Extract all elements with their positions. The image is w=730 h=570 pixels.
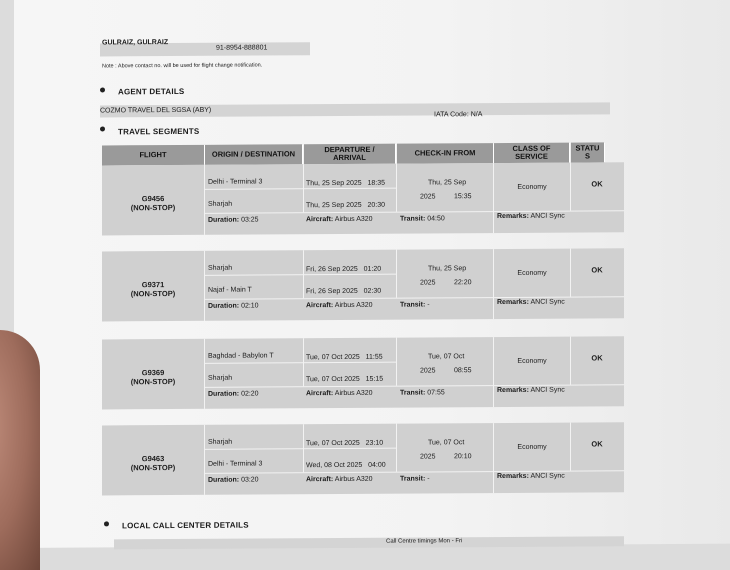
transit-value: - bbox=[427, 475, 430, 483]
transit-value: - bbox=[427, 301, 430, 309]
departure: Thu, 25 Sep 2025 18:35 bbox=[306, 179, 386, 188]
origin: Sharjah bbox=[208, 438, 233, 446]
class-of-service: Economy bbox=[517, 269, 547, 277]
flight-stop-type: (NON-STOP) bbox=[130, 463, 176, 473]
remarks bbox=[497, 299, 565, 306]
remarks-value: ANCI Sync bbox=[530, 472, 565, 480]
duration-value: 02:20 bbox=[241, 390, 259, 398]
col-flight: FLIGHT bbox=[102, 145, 205, 166]
flight-number: G9369 bbox=[141, 368, 165, 378]
checkin-year: 2025 bbox=[420, 279, 436, 287]
finger-overlay bbox=[0, 330, 40, 570]
aircraft bbox=[306, 390, 373, 397]
departure: Fri, 26 Sep 2025 01:20 bbox=[306, 265, 382, 274]
arrival: Fri, 26 Sep 2025 02:30 bbox=[306, 287, 382, 296]
call-center-section-title: LOCAL CALL CENTER DETAILS bbox=[122, 520, 249, 531]
duration bbox=[208, 303, 259, 310]
document-page bbox=[14, 0, 730, 548]
aircraft bbox=[306, 302, 373, 309]
remarks bbox=[497, 213, 565, 220]
destination: Sharjah bbox=[208, 200, 233, 208]
checkin-time: 22:20 bbox=[454, 279, 472, 287]
bullet-icon bbox=[100, 126, 105, 131]
flight-number: G9456 bbox=[141, 194, 165, 204]
remarks bbox=[497, 473, 565, 480]
remarks-label: Remarks: bbox=[497, 298, 529, 307]
checkin-time: 20:10 bbox=[454, 453, 472, 461]
departure: Tue, 07 Oct 2025 11:55 bbox=[306, 353, 383, 362]
bullet-icon bbox=[104, 521, 109, 526]
origin: Baghdad - Babylon T bbox=[208, 352, 274, 360]
column-divider bbox=[396, 424, 397, 472]
flight-stop-type: (NON-STOP) bbox=[130, 377, 176, 387]
aircraft-value: Airbus A320 bbox=[334, 389, 373, 398]
class-of-service: Economy bbox=[517, 357, 547, 365]
col-departure-arrival: DEPARTURE / ARRIVAL bbox=[304, 144, 396, 165]
aircraft bbox=[306, 476, 373, 483]
checkin-date: Thu, 25 Sep bbox=[428, 265, 467, 273]
agent-name: COZMO TRAVEL DEL SGSA (ABY) bbox=[100, 106, 212, 115]
checkin-year: 2025 bbox=[420, 367, 436, 375]
column-divider bbox=[204, 251, 205, 321]
aircraft-label: Aircraft: bbox=[306, 476, 334, 484]
bullet-icon bbox=[100, 87, 105, 92]
class-of-service: Economy bbox=[517, 443, 547, 451]
col-status: STATUS bbox=[571, 142, 605, 162]
call-center-timings: Call Centre timings Mon - Fri bbox=[386, 538, 463, 545]
call-center-band bbox=[114, 536, 624, 549]
column-divider bbox=[396, 164, 397, 212]
flight-number: G9371 bbox=[141, 280, 165, 290]
remarks-value: ANCI Sync bbox=[530, 298, 565, 306]
flight-stop-type: (NON-STOP) bbox=[130, 203, 176, 213]
column-divider bbox=[396, 250, 397, 298]
aircraft-label: Aircraft: bbox=[306, 390, 334, 398]
remarks-value: ANCI Sync bbox=[530, 212, 565, 220]
flight-stop-type: (NON-STOP) bbox=[130, 289, 176, 299]
column-divider bbox=[493, 423, 494, 493]
column-divider bbox=[396, 338, 397, 386]
origin: Delhi - Terminal 3 bbox=[208, 178, 263, 186]
class-of-service: Economy bbox=[517, 183, 547, 191]
remarks-label: Remarks: bbox=[497, 472, 529, 481]
column-divider bbox=[204, 425, 205, 495]
aircraft-label: Aircraft: bbox=[306, 216, 334, 224]
arrival: Thu, 25 Sep 2025 20:30 bbox=[306, 201, 386, 210]
remarks-label: Remarks: bbox=[497, 386, 529, 395]
transit-label: Transit: bbox=[400, 475, 426, 483]
duration-label: Duration: bbox=[208, 216, 240, 224]
duration bbox=[208, 477, 259, 484]
duration-label: Duration: bbox=[208, 390, 240, 398]
contact-note: Note : Above contact no. will be used for flight change notification. bbox=[102, 62, 263, 70]
aircraft-value: Airbus A320 bbox=[334, 301, 373, 310]
transit-value: 04:50 bbox=[427, 215, 445, 223]
remarks-value: ANCI Sync bbox=[530, 386, 565, 394]
duration-label: Duration: bbox=[208, 302, 240, 310]
column-divider bbox=[493, 163, 494, 233]
transit bbox=[400, 475, 430, 482]
aircraft-value: Airbus A320 bbox=[334, 215, 373, 224]
column-divider bbox=[204, 339, 205, 409]
destination: Sharjah bbox=[208, 374, 233, 382]
agent-section-title: AGENT DETAILS bbox=[118, 86, 185, 97]
transit-label: Transit: bbox=[400, 215, 426, 223]
duration-value: 03:20 bbox=[241, 476, 259, 484]
iata-value: N/A bbox=[470, 111, 483, 119]
destination: Delhi - Terminal 3 bbox=[208, 460, 263, 468]
arrival: Tue, 07 Oct 2025 15:15 bbox=[306, 375, 384, 384]
transit bbox=[400, 389, 445, 396]
remarks-label: Remarks: bbox=[497, 212, 529, 221]
transit-value: 07:55 bbox=[427, 389, 445, 397]
transit-label: Transit: bbox=[400, 389, 426, 397]
checkin-time: 08:55 bbox=[454, 367, 472, 375]
column-divider bbox=[493, 249, 494, 319]
status-badge: OK bbox=[591, 265, 603, 275]
col-origin-destination: ORIGIN / DESTINATION bbox=[205, 144, 303, 165]
checkin-year: 2025 bbox=[420, 193, 436, 201]
col-class: CLASS OF SERVICE bbox=[494, 143, 570, 163]
iata-label: IATA Code: bbox=[434, 111, 469, 119]
destination: Najaf - Main T bbox=[208, 286, 252, 294]
segments-section-title: TRAVEL SEGMENTS bbox=[118, 126, 200, 137]
flight-number: G9463 bbox=[141, 454, 165, 464]
remarks bbox=[497, 387, 565, 394]
iata-code bbox=[434, 111, 482, 118]
origin: Sharjah bbox=[208, 264, 233, 272]
passenger-name: GULRAIZ, GULRAIZ bbox=[102, 39, 169, 47]
duration bbox=[208, 217, 259, 224]
duration-label: Duration: bbox=[208, 476, 240, 484]
passenger-contact: 91-8954-888801 bbox=[216, 44, 268, 52]
aircraft-value: Airbus A320 bbox=[334, 475, 373, 484]
checkin-date: Thu, 25 Sep bbox=[428, 179, 467, 187]
duration bbox=[208, 391, 259, 398]
column-divider bbox=[204, 165, 205, 235]
checkin-date: Tue, 07 Oct bbox=[428, 353, 465, 361]
col-checkin: CHECK-IN FROM bbox=[397, 143, 494, 164]
duration-value: 03:25 bbox=[241, 216, 259, 224]
departure: Tue, 07 Oct 2025 23:10 bbox=[306, 439, 384, 448]
checkin-time: 15:35 bbox=[454, 193, 472, 201]
checkin-year: 2025 bbox=[420, 453, 436, 461]
status-badge: OK bbox=[591, 179, 603, 189]
checkin-date: Tue, 07 Oct bbox=[428, 439, 465, 447]
transit-label: Transit: bbox=[400, 301, 426, 309]
column-divider bbox=[493, 337, 494, 407]
status-badge: OK bbox=[591, 353, 603, 363]
transit bbox=[400, 301, 430, 308]
aircraft-label: Aircraft: bbox=[306, 302, 334, 310]
status-badge: OK bbox=[591, 439, 603, 449]
aircraft bbox=[306, 216, 373, 223]
duration-value: 02:10 bbox=[241, 302, 259, 310]
arrival: Wed, 08 Oct 2025 04:00 bbox=[306, 461, 386, 470]
transit bbox=[400, 215, 445, 222]
